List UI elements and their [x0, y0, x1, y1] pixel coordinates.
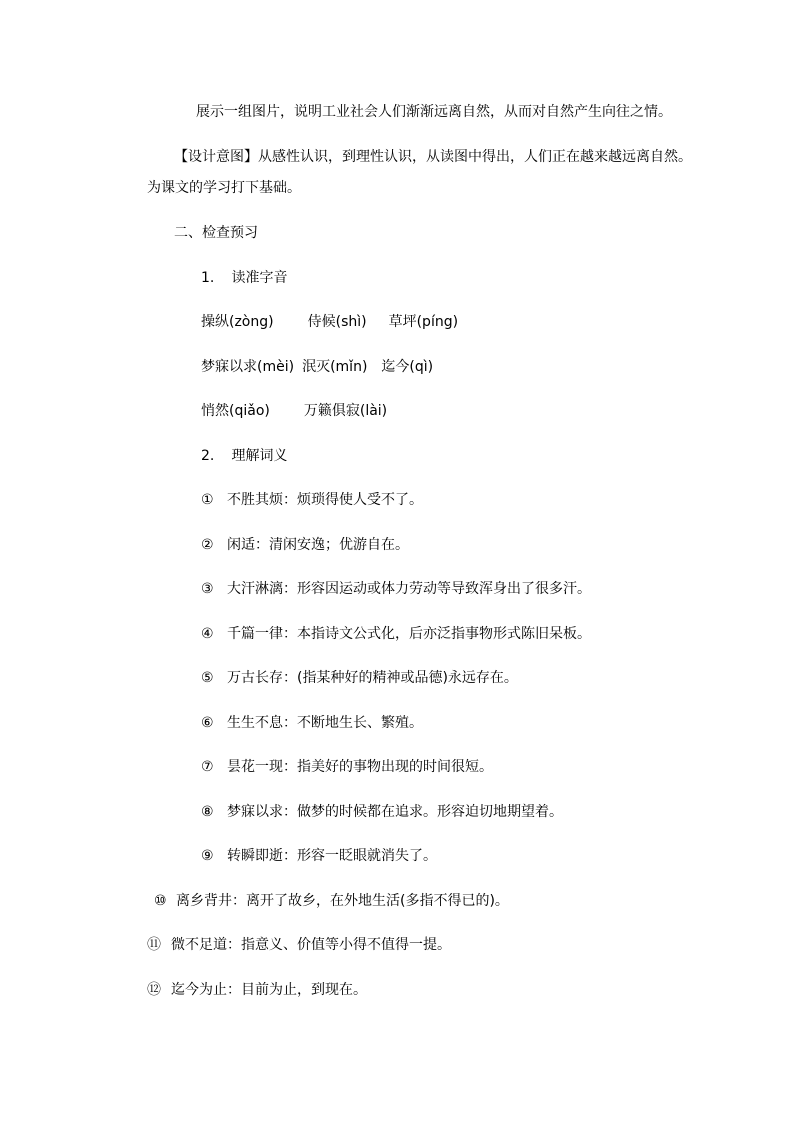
pronunciation-term: 迄今(qì) — [381, 359, 434, 375]
vocab-text: 转瞬即逝：形容一眨眼就消失了。 — [227, 848, 437, 864]
vocab-item — [201, 802, 563, 822]
intro-paragraph — [196, 102, 672, 122]
pronunciation-term: 梦寐以求(mèi) — [201, 359, 295, 375]
vocab-number: ⑧ — [201, 804, 214, 820]
vocab-item — [201, 490, 423, 510]
vocab-item — [201, 535, 409, 555]
vocab-number: ② — [201, 537, 214, 553]
design-intent-text-cont: 为课文的学习打下基础。 — [147, 180, 301, 196]
vocab-number: ③ — [201, 581, 214, 597]
pronunciation-term: 草坪(píng) — [388, 314, 459, 330]
vocab-text: 千篇一律：本指诗文公式化，后亦泛指事物形式陈旧呆板。 — [227, 626, 591, 642]
vocab-item — [201, 757, 493, 777]
section-heading — [174, 223, 258, 243]
part2-heading — [201, 446, 287, 466]
vocab-text: 大汗淋漓：形容因运动或体力劳动等导致浑身出了很多汗。 — [227, 581, 591, 597]
vocab-number: ⑤ — [201, 670, 214, 686]
pronunciation-row-2 — [201, 357, 433, 377]
vocab-item — [201, 579, 591, 599]
pronunciation-term: 侍候(shì) — [307, 314, 367, 330]
vocab-number: ⑦ — [201, 759, 214, 775]
pronunciation-row-1 — [201, 312, 458, 332]
vocab-number: ① — [201, 492, 214, 508]
vocab-item — [201, 713, 423, 733]
pronunciation-term: 悄然(qiǎo) — [201, 403, 270, 419]
vocab-item — [201, 624, 591, 644]
vocab-number: ⑥ — [201, 715, 214, 731]
vocab-text: 万古长存：(指某种好的精神或品德)永远存在。 — [227, 670, 518, 686]
vocab-item — [201, 668, 518, 688]
pronunciation-term: 操纵(zòng) — [201, 314, 274, 330]
vocab-number: ⑩ — [154, 893, 167, 909]
vocab-text: 微不足道：指意义、价值等小得不值得一提。 — [171, 937, 451, 953]
vocab-text: 闲适：清闲安逸；优游自在。 — [227, 537, 409, 553]
vocab-text: 生生不息：不断地生长、繁殖。 — [227, 715, 423, 731]
vocab-number: ⑪ — [147, 937, 161, 953]
pronunciation-term: 泯灭(mǐn) — [302, 359, 368, 375]
part1-title: 读准字音 — [231, 270, 288, 286]
vocab-item — [154, 891, 509, 911]
part1-heading — [201, 268, 287, 288]
vocab-number: ④ — [201, 626, 214, 642]
vocab-number: ⑫ — [147, 982, 161, 998]
design-intent-continuation — [147, 178, 301, 198]
part1-number: 1. — [201, 270, 215, 286]
design-intent-paragraph — [174, 147, 692, 167]
vocab-text: 梦寐以求：做梦的时候都在追求。形容迫切地期望着。 — [227, 804, 563, 820]
design-intent-label: 【设计意图】 — [174, 149, 258, 165]
intro-text: 展示一组图片，说明工业社会人们渐渐远离自然，从而对自然产生向往之情。 — [196, 104, 672, 120]
vocab-text: 不胜其烦：烦琐得使人受不了。 — [227, 492, 423, 508]
pronunciation-term: 万籁俱寂(lài) — [303, 403, 388, 419]
vocab-text: 昙花一现：指美好的事物出现的时间很短。 — [227, 759, 493, 775]
pronunciation-row-3 — [201, 401, 387, 421]
vocab-item — [201, 846, 437, 866]
vocab-text: 迄今为止：目前为止，到现在。 — [171, 982, 367, 998]
vocab-item — [147, 935, 451, 955]
part2-number: 2. — [201, 448, 215, 464]
vocab-number: ⑨ — [201, 848, 214, 864]
vocab-item — [147, 980, 367, 1000]
vocab-text: 离乡背井：离开了故乡，在外地生活(多指不得已的)。 — [176, 893, 509, 909]
section-heading-text: 二、检查预习 — [174, 225, 258, 241]
part2-title: 理解词义 — [231, 448, 288, 464]
design-intent-text: 从感性认识，到理性认识，从读图中得出，人们正在越来越远离自然。 — [258, 149, 692, 165]
